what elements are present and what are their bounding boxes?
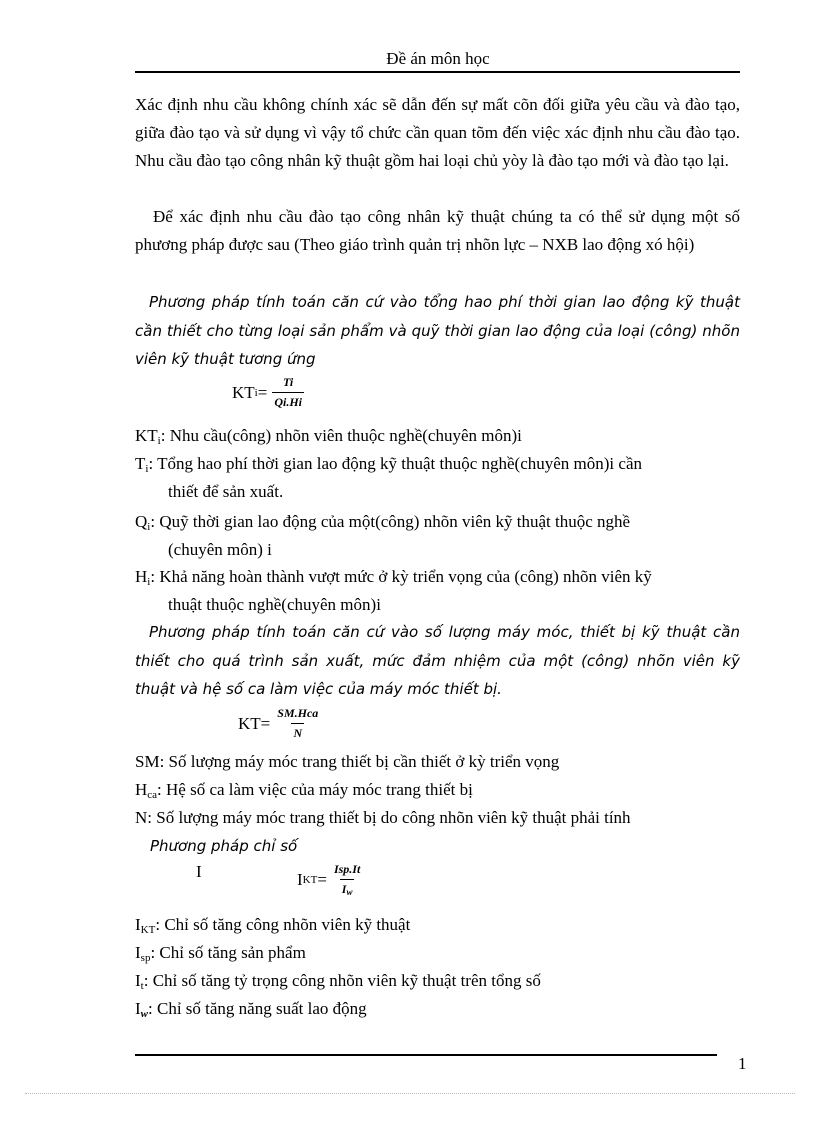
definition-n: N: Số lượng máy móc trang thiết bị do công nhõn viên kỹ thuật phải tính [135,808,631,827]
formula-denominator: N [291,723,304,741]
footer-rule [135,1054,717,1056]
formula-prefix: I [196,862,202,881]
method-2-intro: Phương pháp tính toán căn cứ vào số lượng máy móc, thiết bị kỹ thuật cần thiết cho quá trình sản xuất, mức đảm nhiệm của một (công) nhõn viên kỹ thuật và hệ số ca làm việc của máy móc thiết bị. [135,623,740,698]
formula-lhs: KT [232,382,255,402]
formula-numerator: Isp.It [333,862,361,876]
method-3-intro: Phương pháp chỉ số [150,837,298,855]
definition-h-i: $H_i$: Khả năng hoàn thành vượt mức ở kỳ triển vọng của (công) nhõn viên kỹ [135,567,652,588]
formula-denominator: Qi.Hi [272,392,304,410]
formula-fraction [332,862,362,897]
formula-numerator: SM.Hca [277,706,319,720]
formula-fraction [275,706,320,741]
paragraph-2: Để xác định nhu cầu đào tạo công nhân kỹ thuật chúng ta có thể sử dụng một số phương pháp được sau (Theo giáo trình quản trị nhõn lực – NXB lao động xó hội) [135,207,740,254]
definition-t-i: $T_i$: Tổng hao phí thời gian lao động kỹ thuật thuộc nghề(chuyên môn)i cần [135,454,643,475]
definition-kt-i: $KT_i$: Nhu cầu(công) nhõn viên thuộc nghề(chuyên môn)i [135,426,522,447]
definition-h-ca: $H_{ca}$: Hệ số ca làm việc của máy móc trang thiết bị [135,780,473,801]
definition-q-i: $Q_i$: Quỹ thời gian lao động của một(công) nhõn viên kỹ thuật thuộc nghề [135,512,631,533]
formula-kt: KT = $\frac{\text{SM.Hca}}{N}$ [238,706,319,740]
definition-t-i-cont: thiết để sản xuất. [168,482,284,501]
method-1-intro: Phương pháp tính toán căn cứ vào tổng hao phí thời gian lao động kỹ thuật cần thiết cho từng loại sản phẩm và quỹ thời gian lao động của loại (công) nhõn viên kỹ thuật tương ứng [135,293,740,368]
formula-kt-i: KT i = $\frac{Ti}{Qi.Hi}$ [232,375,302,409]
formula-eq: = [257,382,268,402]
definition-i-t: $I_t$: Chỉ số tăng tỷ trọng công nhõn viên kỹ thuật trên tổng số [135,971,541,992]
formula-numerator: Ti [283,375,294,389]
definition-i-w: $I_w$: Chỉ số tăng năng suất lao động [135,999,367,1020]
definition-i-kt: $I_{KT}$: Chỉ số tăng công nhõn viên kỹ thuật [135,915,411,936]
page-boundary-dots [25,1093,795,1094]
definition-h-i-cont: thuật thuộc nghề(chuyên môn)i [168,595,381,614]
paragraph-1: Xác định nhu cầu không chính xác sẽ dẫn đến sự mất cõn đối giữa yêu cầu và đào tạo, giữa đào tạo và sử dụng vì vậy tổ chức cần quan tõm đến việc xác định nhu cầu đào tạo. Nhu cầu đào tạo công nhân kỹ thuật gồm hai loại chủ yòy là đào tạo mới và đào tạo lại. [135,95,740,170]
formula-i-kt: I KT = $\frac{\text{Isp.It}}{I_w}$ [297,862,361,897]
formula-denominator: $I_w$ [340,879,355,897]
formula-fraction [272,375,304,410]
definition-q-i-cont: (chuyên môn) i [168,540,272,559]
definition-sm: SM: Số lượng máy móc trang thiết bị cần thiết ở kỳ triển vọng [135,752,560,771]
page-header-title: Đề án môn học [386,49,490,68]
header-rule [135,71,740,73]
definition-i-sp: $I_{sp}$: Chỉ số tăng sản phẩm [135,943,306,964]
page-number: 1 [738,1054,747,1073]
